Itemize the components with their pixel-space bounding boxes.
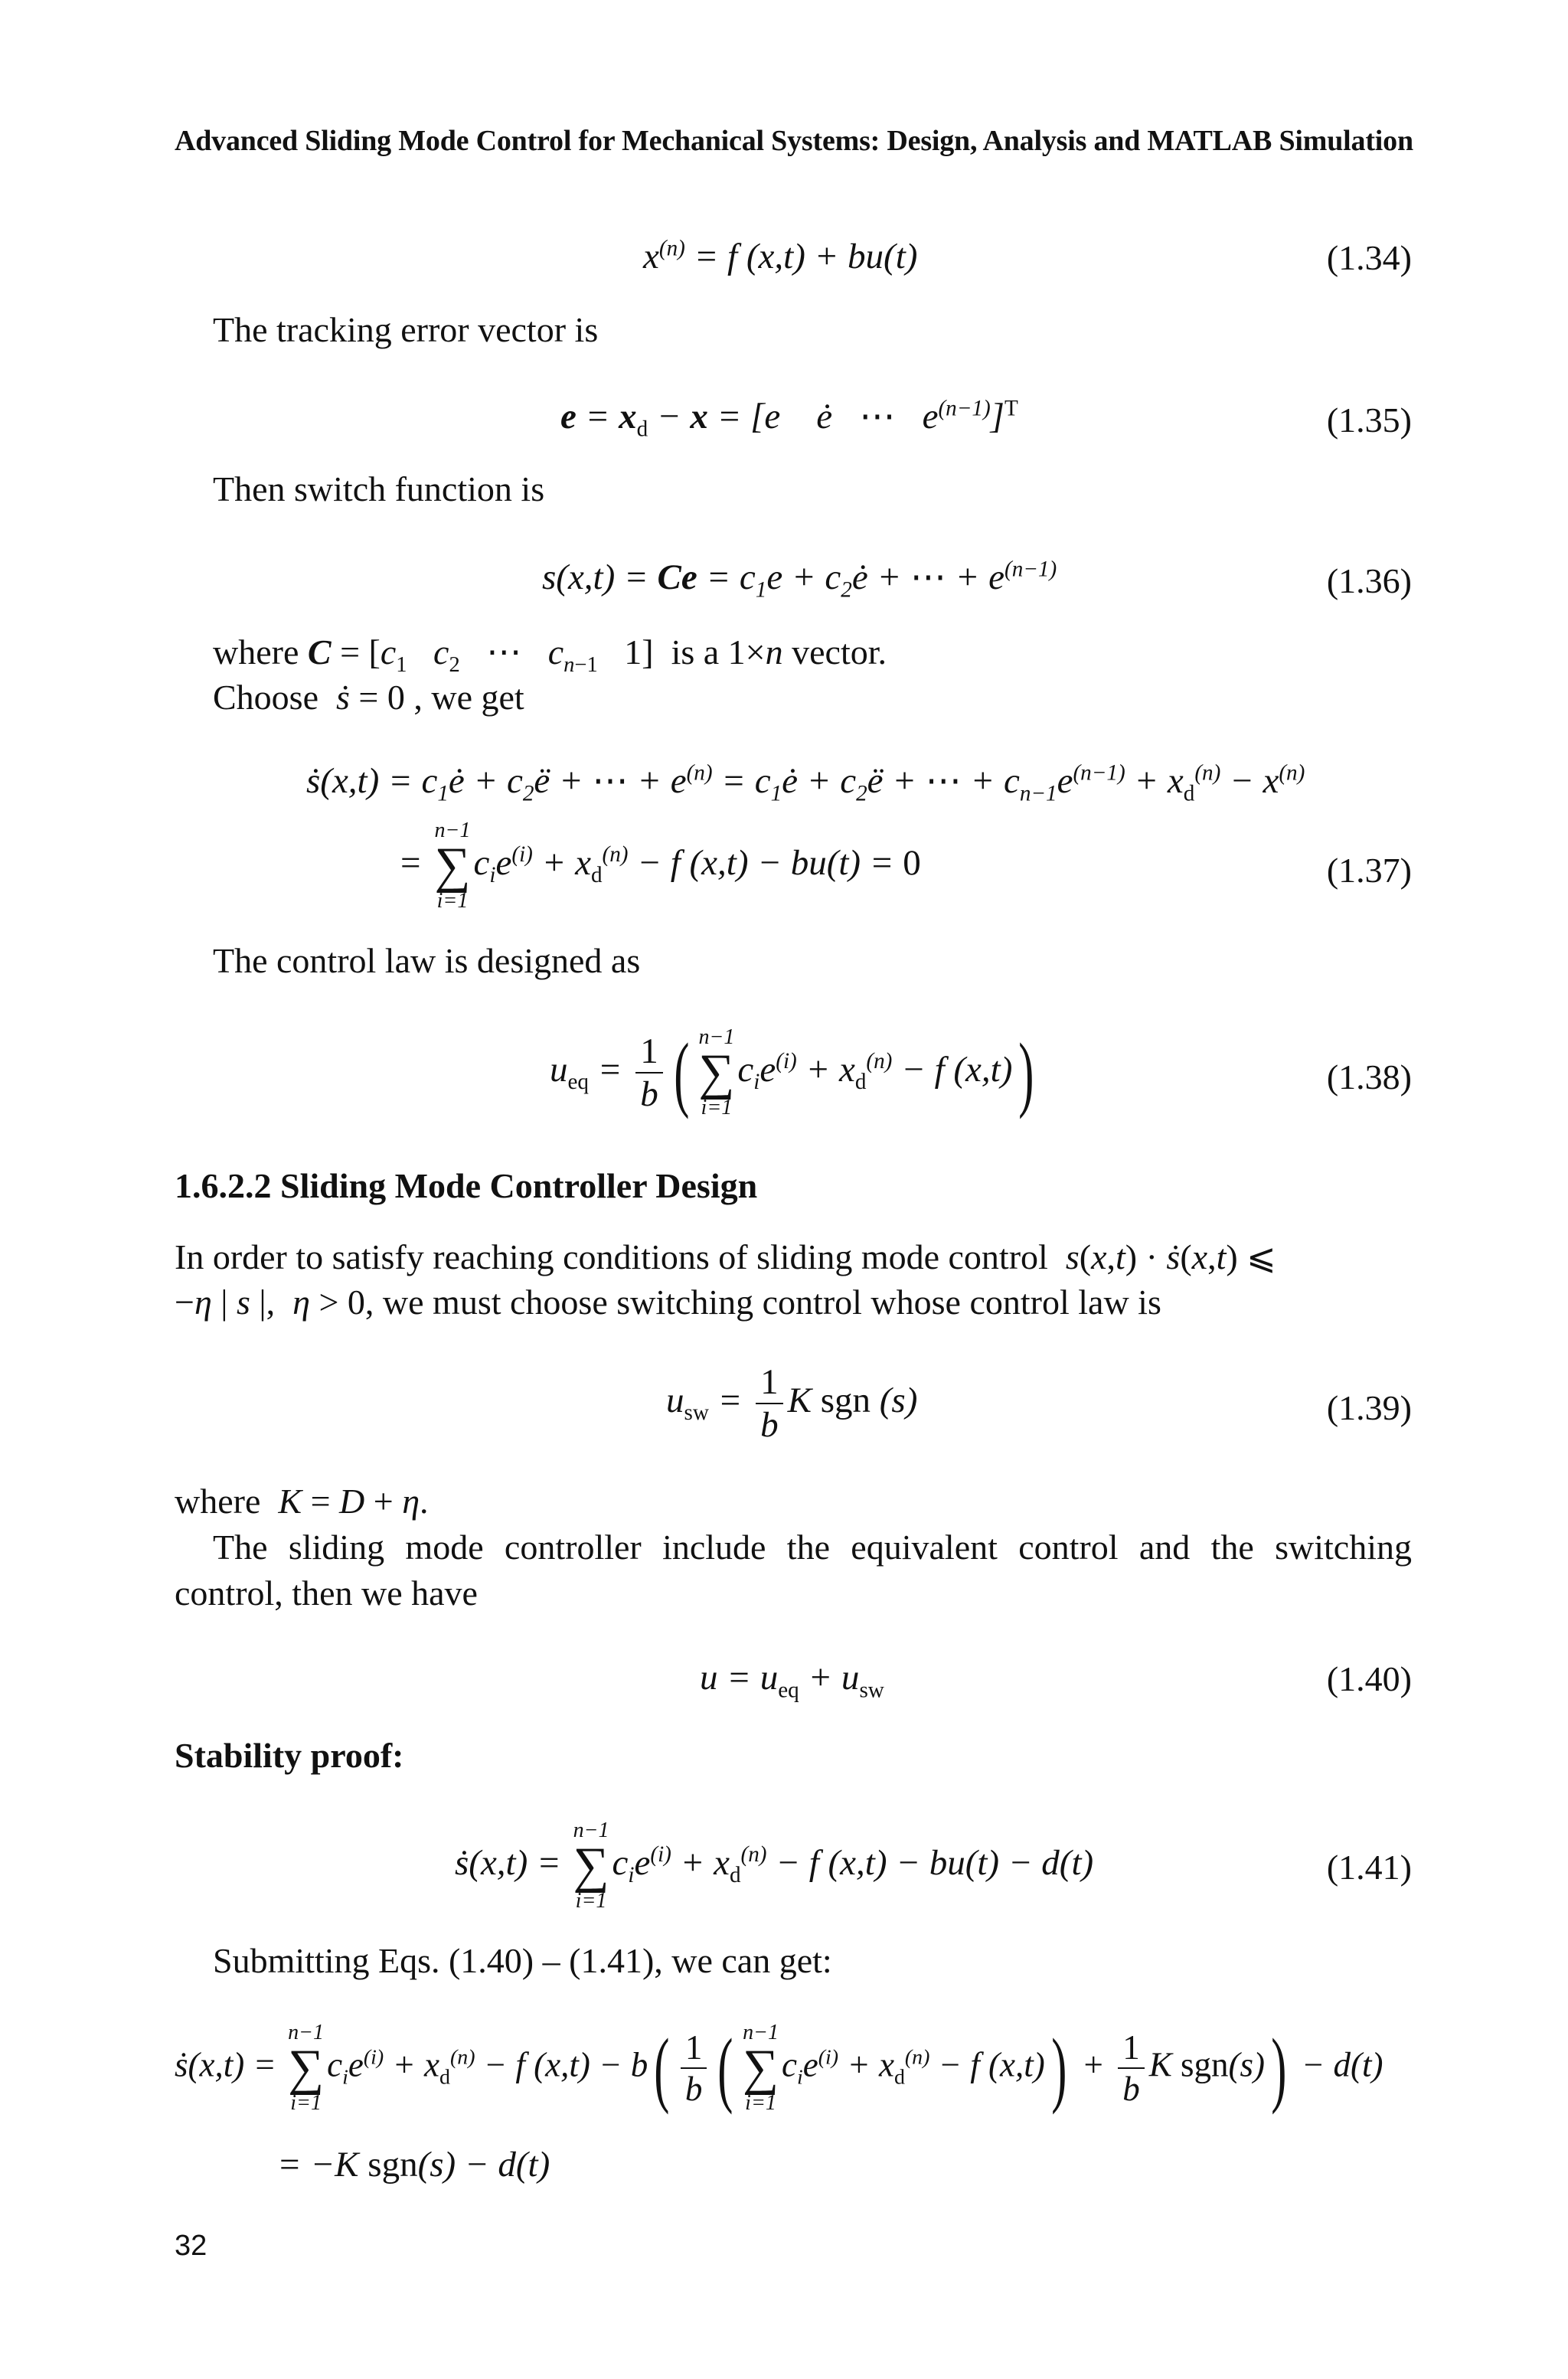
equation-number-1-35: (1.35)	[1326, 400, 1412, 440]
reaching-line-2: −η | s |, η > 0, we must choose switching control whose control law is	[175, 1283, 1161, 1322]
where-C-b: is a 1×	[671, 632, 766, 672]
include-line-1: The sliding mode controller include the equivalent control and the switching	[213, 1528, 1412, 1567]
final-equation-line1: ṡ(x,t) = n−1 ∑ i=1 $c_ie^{(i)} + x_d^{(n)} - f$ (x,t) − b( $\frac{1}{b}$ ( n−1 ∑ i=1 $c_ie^{(i)} + x_d^{(n)} - f$ (x,t)) + $\frac{1}{b}$ K sgn(s)) − d(t)	[175, 2021, 1383, 2115]
equation-1-38: $u_{eq}$ = $\frac{1}{b}$ ( n−1 ∑ i=1 $c_ie^{(i)} + x_d^{(n)} - f$ (x,t))	[550, 1025, 1034, 1119]
equation-number-1-40: (1.40)	[1326, 1659, 1412, 1698]
equation-number-1-34: (1.34)	[1326, 238, 1412, 277]
control-law-text: The control law is designed as	[213, 941, 641, 980]
reaching-line-1: In order to satisfy reaching conditions of sliding mode control s(x,t) · ṡ(x,t) ⩽	[175, 1237, 1276, 1276]
equation-1-34: $x^{(n)} = f$ (x,t) + bu(t)	[643, 236, 918, 276]
choose-line: Choose ṡ = 0 , we get	[213, 678, 524, 717]
submitting-text: Submitting Eqs. (1.40) – (1.41), we can get:	[213, 1941, 832, 1980]
final-equation-line2: = −K sgn(s) − d(t)	[277, 2145, 550, 2185]
equation-number-1-39: (1.39)	[1326, 1388, 1412, 1427]
equation-1-35: $e = x_d - x = [e$ ė ⋯ $e^{(n-1)}]^T$	[560, 396, 1018, 442]
where-C-line: where $C = [c_1$ $c_2$ ⋯ $c_{n-1}$ 1] is a 1×n vector.	[213, 632, 887, 678]
stability-proof-label: Stability proof:	[175, 1736, 404, 1775]
where-C-c: vector.	[782, 632, 887, 672]
include-line-2: control, then we have	[175, 1573, 478, 1613]
switch-function-text: Then switch function is	[213, 469, 545, 508]
where-K: where	[175, 1482, 261, 1521]
tracking-error-text: The tracking error vector is	[213, 310, 599, 349]
where-C-a: where	[213, 632, 299, 672]
reaching-2: , we must choose switching control whose control law is	[364, 1283, 1161, 1322]
reaching-1: In order to satisfy reaching conditions of sliding mode control	[175, 1237, 1048, 1276]
section-heading: 1.6.2.2 Sliding Mode Controller Design	[175, 1166, 758, 1205]
equation-1-37-line2: = n−1 ∑ i=1 $c_ie^{(i)} + x_d^{(n)} - f$ (x,t) − bu(t) = 0	[398, 819, 921, 913]
equation-number-1-38: (1.38)	[1326, 1057, 1412, 1096]
equation-1-41: ṡ(x,t) = n−1 ∑ i=1 $c_ie^{(i)} + x_d^{(n)} - f$ (x,t) − bu(t) − d(t)	[455, 1819, 1094, 1913]
equation-number-1-41: (1.41)	[1326, 1848, 1412, 1887]
equation-1-36: $s(x,t) = Ce = c_1e$ + $c_2ė$ + ⋯ + $e^{(n-1)}$	[542, 557, 1057, 603]
equation-number-1-36: (1.36)	[1326, 561, 1412, 600]
page-number: 32	[175, 2230, 207, 2262]
choose-a: Choose	[213, 678, 318, 717]
running-header: Advanced Sliding Mode Control for Mechanical Systems: Design, Analysis and MATLAB Simulation	[175, 125, 1413, 157]
where-K-line: where K = D + η.	[175, 1482, 429, 1521]
choose-b: , we get	[413, 678, 524, 717]
equation-number-1-37: (1.37)	[1326, 851, 1412, 890]
equation-1-40: $u = u_{eq} + u_{sw}$	[700, 1658, 884, 1703]
equation-1-37-line1: ṡ(x,t) = $c_1ė$ + $c_2ë$ + ⋯ + $e^{(n)}$ = $c_1ė$ + $c_2ë$ + ⋯ + $c_{n-1}e^{(n-1)} + x_d^{(n)} - x^{(n)}$	[306, 760, 1305, 806]
equation-1-39: $u_{sw}$ = $\frac{1}{b}$ K sgn (s)	[666, 1362, 918, 1445]
